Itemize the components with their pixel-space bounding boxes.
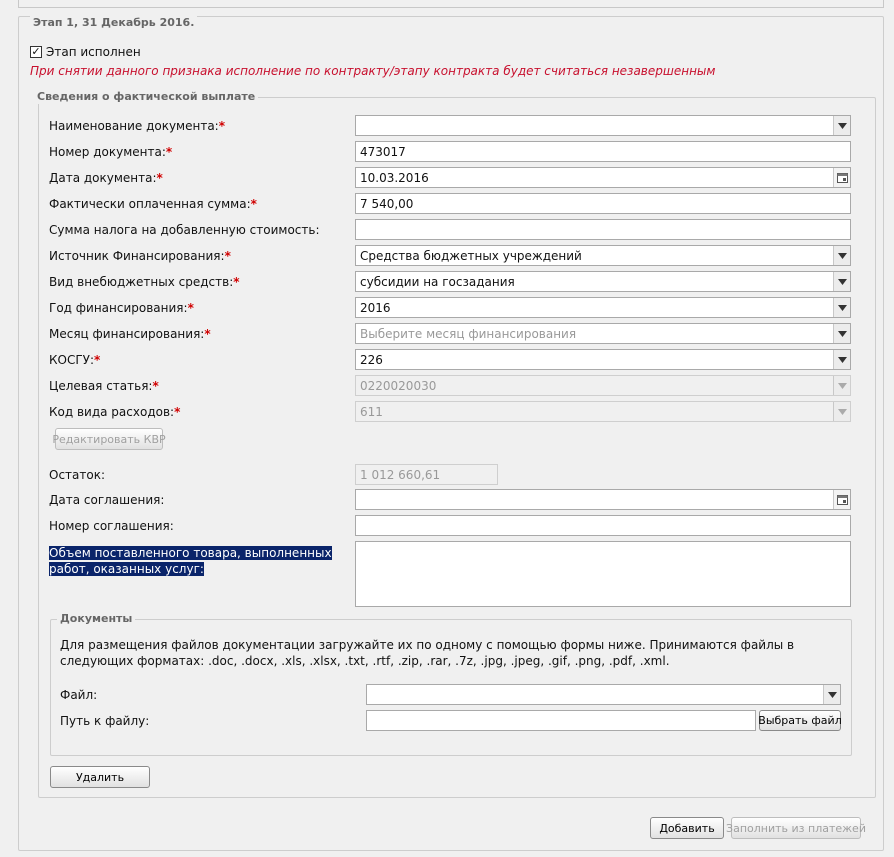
doc-number-label: Номер документа:*	[49, 145, 173, 159]
required-mark: *	[218, 119, 226, 133]
doc-date-input[interactable]: 10.03.2016	[355, 167, 851, 188]
required-mark: *	[224, 249, 231, 263]
chevron-down-icon[interactable]	[833, 324, 850, 343]
fin-source-label: Источник Финансирования:*	[49, 249, 231, 263]
doc-date-label: Дата документа:*	[49, 171, 163, 185]
stage-legend: Этап 1, 31 Декабрь 2016.	[30, 16, 197, 30]
paid-sum-input[interactable]: 7 540,00	[355, 193, 851, 214]
required-mark: *	[233, 275, 240, 289]
doc-name-label: Наименование документа:*	[49, 119, 226, 133]
calendar-icon[interactable]	[833, 490, 850, 509]
expense-code-label: Код вида расходов:*	[49, 405, 181, 419]
required-mark: *	[165, 145, 173, 159]
volume-textarea[interactable]	[355, 541, 851, 607]
delete-button[interactable]: Удалить	[50, 766, 150, 788]
stage-done-checkbox-row[interactable]	[30, 44, 141, 60]
stage-done-checkbox[interactable]: ✓	[31, 45, 41, 58]
kosgu-label: КОСГУ:*	[49, 353, 101, 367]
chevron-down-icon	[833, 376, 850, 395]
doc-name-select[interactable]	[355, 115, 851, 136]
doc-number-input[interactable]: 473017	[355, 141, 851, 162]
chevron-down-icon[interactable]	[833, 298, 850, 317]
chevron-down-icon	[833, 402, 850, 421]
required-mark: *	[250, 197, 257, 211]
fin-month-select[interactable]: Выберите месяц финансирования	[355, 323, 851, 344]
documents-info: Для размещения файлов документации загружайте их по одному с помощью формы ниже. Принимаются файлы в следующих форматах: .doc, .docx, .xls, .xlsx, .txt, .rtf, .zip, .rar, .7z, .jpg, .jpeg, .gif, .png, .pdf, .xml.	[60, 638, 795, 668]
target-article-label: Целевая статья:*	[49, 379, 159, 393]
required-mark: *	[152, 379, 159, 393]
agreement-number-input[interactable]	[355, 515, 851, 536]
add-button[interactable]: Добавить	[650, 817, 724, 839]
vat-sum-input[interactable]	[355, 219, 851, 240]
required-mark: *	[94, 353, 101, 367]
fin-year-select[interactable]: 2016	[355, 297, 851, 318]
payment-legend: Сведения о фактической выплате	[34, 90, 258, 104]
required-mark: *	[187, 301, 194, 315]
expense-code-select: 611	[355, 401, 851, 422]
documents-legend: Документы	[57, 612, 135, 626]
required-mark: *	[174, 405, 181, 419]
agreement-date-input[interactable]	[355, 489, 851, 510]
file-label: Файл:	[60, 688, 98, 702]
fill-from-payments-button[interactable]: Заполнить из платежей	[731, 817, 861, 839]
fin-month-label: Месяц финансирования:*	[49, 327, 211, 341]
remainder-label: Остаток:	[49, 468, 106, 482]
calendar-icon[interactable]	[833, 168, 850, 187]
chevron-down-icon[interactable]	[823, 685, 840, 704]
file-path-label: Путь к файлу:	[60, 714, 150, 728]
fin-year-label: Год финансирования:*	[49, 301, 194, 315]
stage-warning-text: При снятии данного признака исполнение по контракту/этапу контракта будет считаться незавершенным	[30, 64, 716, 78]
agreement-number-label: Номер соглашения:	[49, 519, 174, 533]
choose-file-button[interactable]: Выбрать файл	[759, 710, 841, 731]
stage-done-label: Этап исполнен	[46, 45, 141, 59]
extra-funds-select[interactable]: субсидии на госзадания	[355, 271, 851, 292]
target-article-select: 0220020030	[355, 375, 851, 396]
chevron-down-icon[interactable]	[833, 246, 850, 265]
fin-source-select[interactable]: Средства бюджетных учреждений	[355, 245, 851, 266]
top-frame	[18, 0, 884, 8]
paid-sum-label: Фактически оплаченная сумма:*	[49, 197, 257, 211]
file-path-input[interactable]	[366, 710, 756, 731]
vat-sum-label: Сумма налога на добавленную стоимость:	[49, 223, 320, 237]
chevron-down-icon[interactable]	[833, 350, 850, 369]
kosgu-select[interactable]: 226	[355, 349, 851, 370]
remainder-value: 1 012 660,61	[355, 464, 498, 485]
extra-funds-label: Вид внебюджетных средств:*	[49, 275, 240, 289]
chevron-down-icon[interactable]	[833, 272, 850, 291]
edit-kvr-button[interactable]: Редактировать КВР	[55, 428, 163, 450]
required-mark: *	[204, 327, 211, 341]
agreement-date-label: Дата соглашения:	[49, 493, 165, 507]
file-select[interactable]	[366, 684, 841, 705]
chevron-down-icon[interactable]	[833, 116, 850, 135]
volume-label: Объем поставленного товара, выполненных работ, оказанных услуг:	[49, 546, 332, 576]
required-mark: *	[156, 171, 163, 185]
